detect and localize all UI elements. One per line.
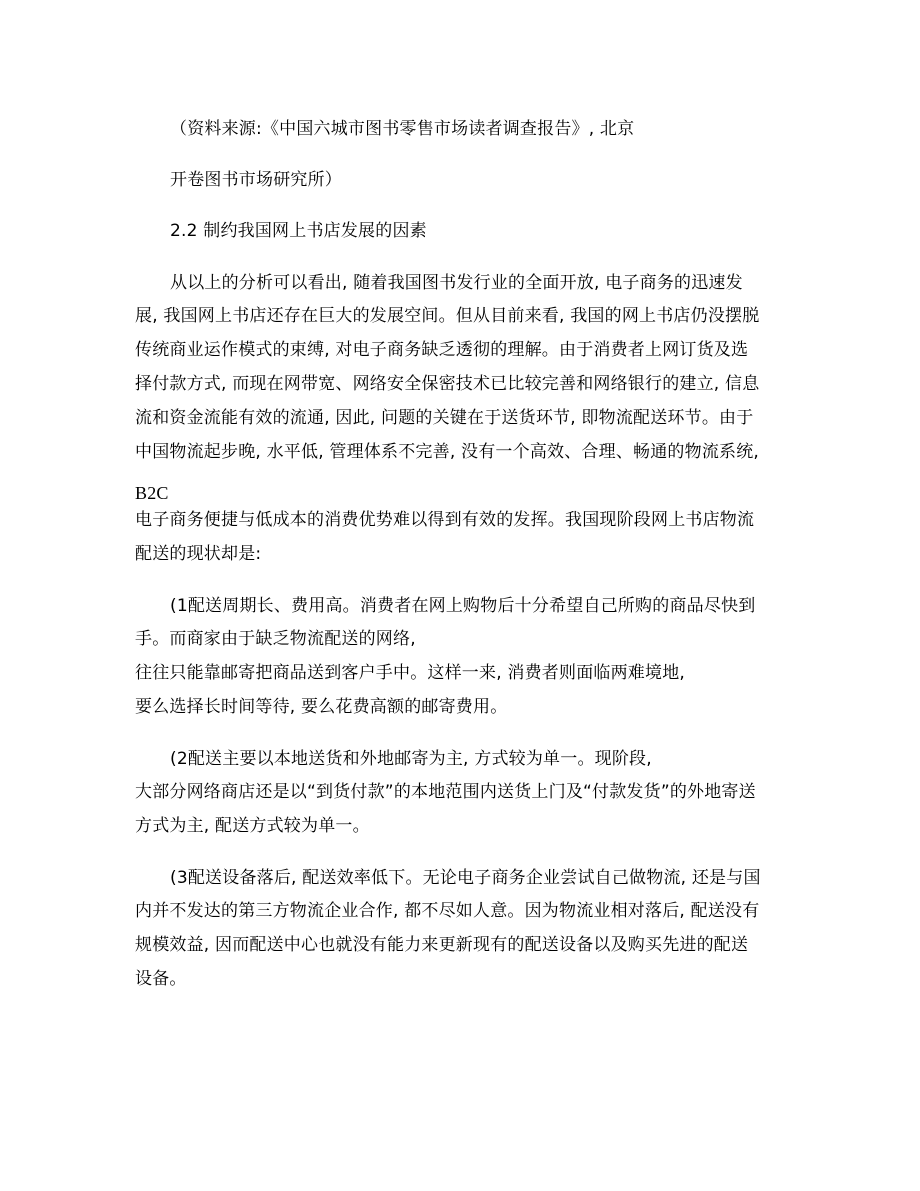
para1-line: 配送的现状却是: <box>135 544 262 564</box>
item1-line: 要么选择长时间等待, 要么花费高额的邮寄费用。 <box>135 697 508 717</box>
para1-line: 从以上的分析可以看出, 随着我国图书发行业的全面开放, 电子商务的迅速发 <box>170 273 743 293</box>
item2-line: 大部分网络商店还是以“到货付款”的本地范围内送货上门及“付款发货”的外地寄送 <box>135 782 756 802</box>
para1-line: 择付款方式, 而现在网带宽、网络安全保密技术已比较完善和网络银行的建立, 信息 <box>135 374 760 394</box>
item1-line: (1配送周期长、费用高。消费者在网上购物后十分希望自己所购的商品尽快到 <box>170 596 756 616</box>
para1-line: 传统商业运作模式的束缚, 对电子商务缺乏透彻的理解。由于消费者上网订货及选 <box>135 340 749 360</box>
item3-line: 设备。 <box>135 969 187 989</box>
item1-line: 往往只能靠邮寄把商品送到客户手中。这样一来, 消费者则面临两难境地, <box>135 663 686 683</box>
item2-line: (2配送主要以本地送货和外地邮寄为主, 方式较为单一。现阶段, <box>170 749 652 769</box>
item1-line: 手。而商家由于缺乏物流配送的网络, <box>135 629 416 649</box>
item2-line: 方式为主, 配送方式较为单一。 <box>135 816 370 836</box>
para1-line: 电子商务便捷与低成本的消费优势难以得到有效的发挥。我国现阶段网上书店物流 <box>135 510 755 530</box>
para1-line: 展, 我国网上书店还存在巨大的发展空间。但从目前来看, 我国的网上书店仍没摆脱 <box>135 306 760 326</box>
source-note-line-2: 开卷图书市场研究所） <box>170 170 342 190</box>
item3-line: (3配送设备落后, 配送效率低下。无论电子商务企业尝试自己做物流, 还是与国 <box>170 868 761 888</box>
para1-line: 流和资金流能有效的流通, 因此, 问题的关键在于送货环节, 即物流配送环节。由于 <box>135 408 754 428</box>
source-note-line-1: （资料来源:《中国六城市图书零售市场读者调查报告》, 北京 <box>170 119 635 139</box>
para1-line: 中国物流起步晚, 水平低, 管理体系不完善, 没有一个高效、合理、畅通的物流系统, <box>135 442 760 462</box>
item3-line: 内并不发达的第三方物流企业合作, 都不尽如人意。因为物流业相对落后, 配送没有 <box>135 901 760 921</box>
section-heading: 2.2 制约我国网上书店发展的因素 <box>170 221 427 241</box>
para1-line: B2C <box>135 483 169 503</box>
item3-line: 规模效益, 因而配送中心也就没有能力来更新现有的配送设备以及购买先进的配送 <box>135 935 749 955</box>
